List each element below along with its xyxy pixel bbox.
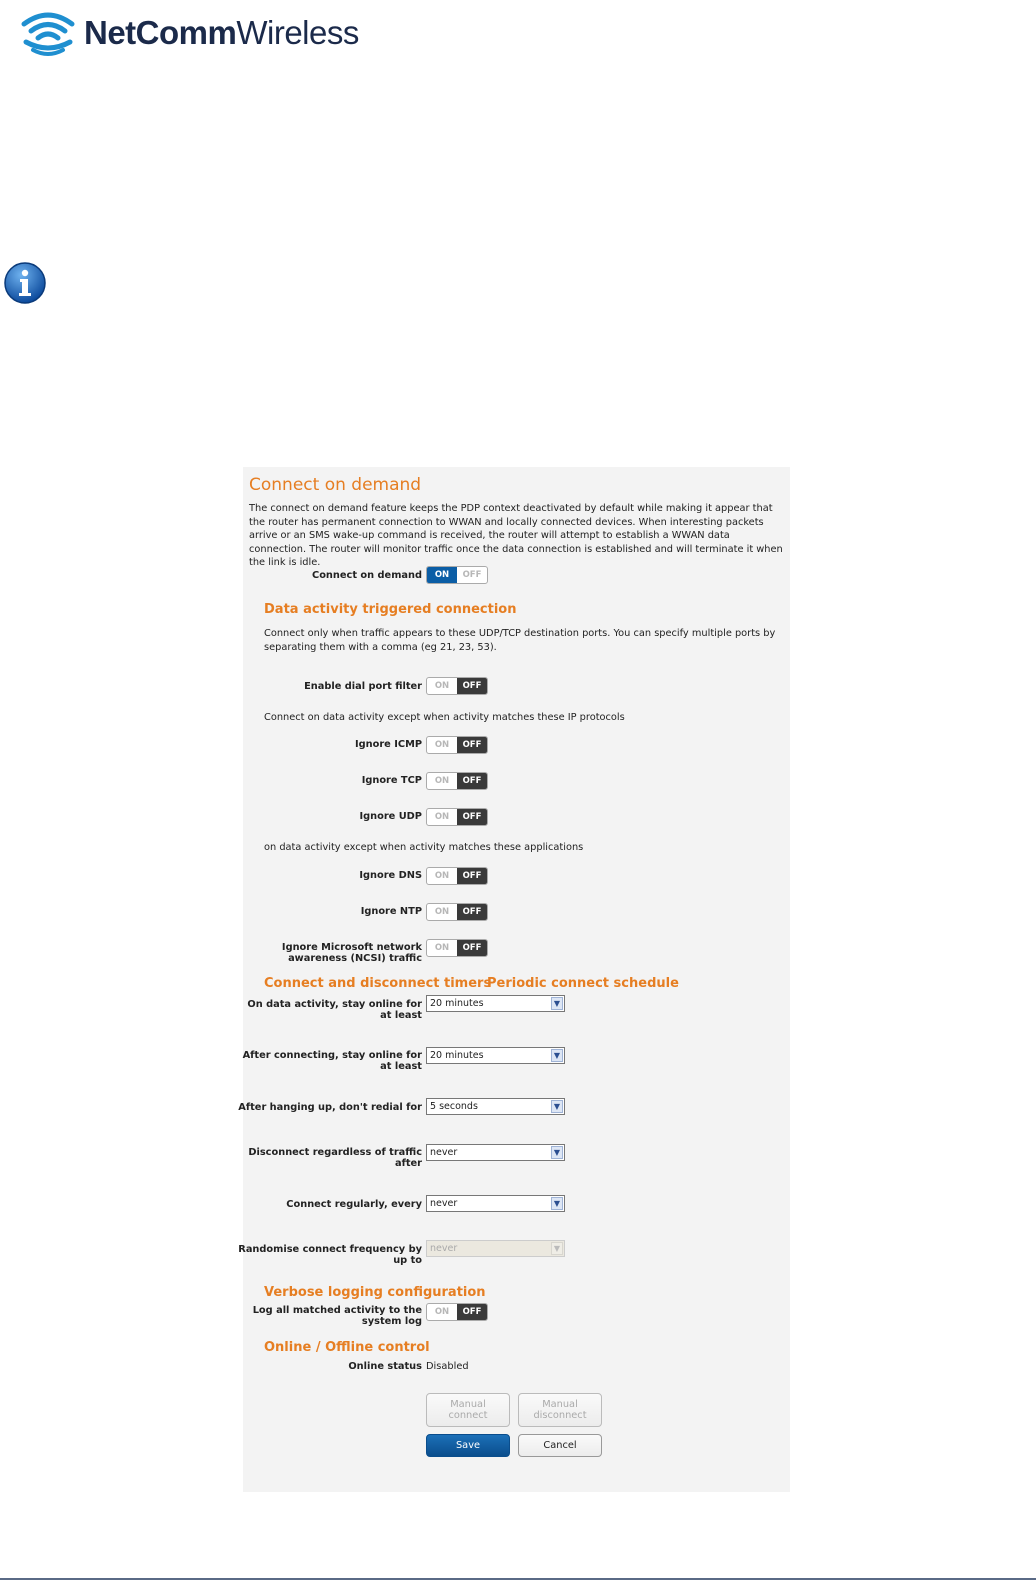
randomise-select: never ▼ bbox=[426, 1240, 565, 1257]
chevron-down-icon: ▼ bbox=[551, 1146, 563, 1159]
chevron-down-icon: ▼ bbox=[551, 1049, 563, 1062]
ignore-icmp-label: Ignore ICMP bbox=[354, 739, 422, 750]
stay-online-select[interactable]: 20 minutes ▼ bbox=[426, 995, 565, 1012]
chevron-down-icon: ▼ bbox=[551, 1242, 563, 1255]
ignore-tcp-label: Ignore TCP bbox=[361, 775, 422, 786]
ignore-udp-label: Ignore UDP bbox=[359, 811, 422, 822]
cancel-button[interactable]: Cancel bbox=[518, 1434, 602, 1457]
stay-online-label: On data activity, stay online for at least bbox=[247, 999, 422, 1021]
ignore-dns-toggle[interactable]: ON OFF bbox=[426, 867, 488, 885]
connect-regularly-label: Connect regularly, every bbox=[286, 1199, 422, 1210]
apps-note: on data activity except when activity matches these applications bbox=[264, 842, 584, 853]
timers-heading: Connect and disconnect timers bbox=[264, 976, 492, 991]
dial-port-filter-label: Enable dial port filter bbox=[304, 681, 422, 692]
chevron-down-icon: ▼ bbox=[551, 997, 563, 1010]
data-activity-description: Connect only when traffic appears to these UDP/TCP destination ports. You can specify multiple ports by separating them with a comma (eg 21, 23, 53). bbox=[264, 628, 776, 653]
connect-regularly-select[interactable]: never ▼ bbox=[426, 1195, 565, 1212]
log-activity-label: Log all matched activity to the system log bbox=[252, 1305, 422, 1327]
wifi-logo-icon bbox=[18, 8, 78, 58]
ignore-tcp-toggle[interactable]: ON OFF bbox=[426, 772, 488, 790]
periodic-schedule-heading: Periodic connect schedule bbox=[487, 976, 679, 991]
protocols-note: Connect on data activity except when activity matches these IP protocols bbox=[264, 712, 625, 723]
connect-on-demand-toggle[interactable]: ON OFF bbox=[426, 566, 488, 584]
manual-disconnect-button[interactable]: Manual disconnect bbox=[518, 1393, 602, 1427]
ignore-ntp-toggle[interactable]: ON OFF bbox=[426, 903, 488, 921]
brand-name: NetCommWireless bbox=[84, 14, 359, 51]
manual-connect-button[interactable]: Manual connect bbox=[426, 1393, 510, 1427]
ignore-ncsi-label: Ignore Microsoft network awareness (NCSI) traffic bbox=[281, 942, 422, 964]
chevron-down-icon: ▼ bbox=[551, 1197, 563, 1210]
online-control-heading: Online / Offline control bbox=[264, 1340, 430, 1355]
intro-text: The connect on demand feature keeps the PDP context deactivated by default while making it appear that the router has permanent connection to WWAN and locally connected devices. When interesting packets arrive or an SMS wake-up command is received, the router will attempt to establish a WWAN data connection. The router will monitor traffic once the data connection is established and will terminate it when the link is idle. bbox=[249, 503, 783, 569]
save-button[interactable]: Save bbox=[426, 1434, 510, 1457]
connect-on-demand-panel bbox=[238, 467, 790, 1492]
logging-heading: Verbose logging configuration bbox=[264, 1285, 486, 1300]
info-icon bbox=[3, 261, 47, 305]
netcomm-logo bbox=[18, 8, 359, 58]
randomise-label: Randomise connect frequency by up to bbox=[238, 1244, 422, 1266]
online-status-label: Online status bbox=[348, 1361, 422, 1372]
ignore-udp-toggle[interactable]: ON OFF bbox=[426, 808, 488, 826]
chevron-down-icon: ▼ bbox=[551, 1100, 563, 1113]
data-activity-heading: Data activity triggered connection bbox=[264, 602, 517, 617]
ignore-dns-label: Ignore DNS bbox=[359, 870, 422, 881]
disconnect-select[interactable]: never ▼ bbox=[426, 1144, 565, 1161]
online-status-value: Disabled bbox=[426, 1361, 469, 1372]
disconnect-label: Disconnect regardless of traffic after bbox=[248, 1147, 422, 1169]
ignore-ntp-label: Ignore NTP bbox=[360, 906, 422, 917]
ignore-icmp-toggle[interactable]: ON OFF bbox=[426, 736, 488, 754]
redial-label: After hanging up, don't redial for bbox=[238, 1102, 422, 1113]
log-activity-toggle[interactable]: ON OFF bbox=[426, 1303, 488, 1321]
after-connect-select[interactable]: 20 minutes ▼ bbox=[426, 1047, 565, 1064]
redial-select[interactable]: 5 seconds ▼ bbox=[426, 1098, 565, 1115]
connect-on-demand-label: Connect on demand bbox=[312, 570, 422, 581]
dial-port-filter-toggle[interactable]: ON OFF bbox=[426, 677, 488, 695]
panel-title: Connect on demand bbox=[249, 475, 422, 495]
after-connect-label: After connecting, stay online for at least bbox=[242, 1050, 422, 1072]
ignore-ncsi-toggle[interactable]: ON OFF bbox=[426, 939, 488, 957]
footer-divider bbox=[0, 1578, 1036, 1580]
